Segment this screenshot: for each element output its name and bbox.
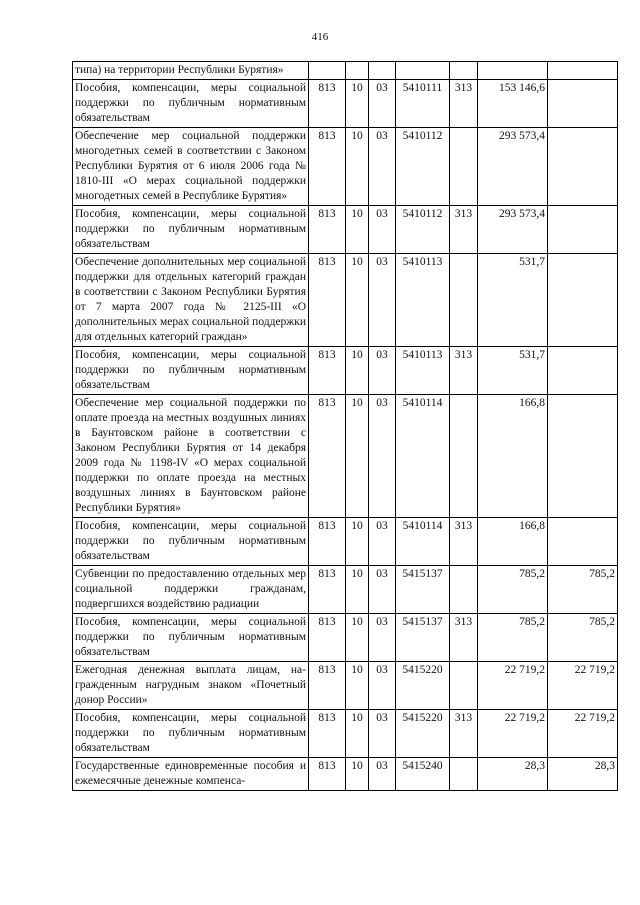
cell-target-code: 5410113 [396,254,450,347]
cell-expense-code [450,662,478,710]
cell-subsection-code: 03 [369,662,396,710]
cell-subsection-code: 03 [369,206,396,254]
cell-description: Ежегодная денежная выплата лицам, награжденным нагрудным знаком «Почетный донор России» [73,662,309,710]
cell-admin-code: 813 [309,395,346,518]
cell-description: Пособия, компенсации, меры социальной поддержки по публичным нормативным обязательствам [73,347,309,395]
cell-expense-code: 313 [450,518,478,566]
cell-amount-subvention: 22 719,2 [548,710,618,758]
cell-expense-code: 313 [450,614,478,662]
cell-amount-total: 28,3 [478,758,548,791]
cell-description: Государственные единовременные пособия и ежемесячные денежные компенса- [73,758,309,791]
cell-admin-code: 813 [309,254,346,347]
cell-amount-subvention [548,62,618,80]
cell-amount-total: 785,2 [478,614,548,662]
cell-amount-total: 153 146,6 [478,80,548,128]
cell-expense-code [450,566,478,614]
cell-amount-total: 293 573,4 [478,128,548,206]
cell-amount-total [478,62,548,80]
cell-amount-subvention [548,347,618,395]
cell-section-code [346,62,369,80]
cell-target-code [396,62,450,80]
cell-amount-total: 785,2 [478,566,548,614]
cell-amount-subvention [548,80,618,128]
cell-target-code: 5415137 [396,614,450,662]
table-row [73,662,618,710]
cell-amount-total: 293 573,4 [478,206,548,254]
table-row [73,80,618,128]
cell-amount-subvention: 785,2 [548,566,618,614]
cell-amount-subvention [548,206,618,254]
cell-amount-total: 531,7 [478,254,548,347]
cell-target-code: 5410112 [396,128,450,206]
table-body [73,62,618,791]
cell-section-code: 10 [346,710,369,758]
table-row [73,62,618,80]
cell-description: Обеспечение дополнительных мер социальной поддержки для отдельных категорий граждан в соответствии с Законом Республики Бурятия от 7 марта 2007 года № 2125-III «О дополнительных мерах социальной поддержки для отдельных категорий граждан» [73,254,309,347]
cell-expense-code [450,395,478,518]
cell-description: Субвенции по предоставлению отдельных мер социальной поддержки гражданам, подвергшихся воздействию радиации [73,566,309,614]
cell-description: Обеспечение мер социальной поддержки по оплате проезда на местных воздушных линиях в Баунтовском районе в соответствии с Законом Республики Бурятия от 14 декабря 2009 года № 1198-IV «О мерах социальной поддержки по оплате проезда на местных воздушных линиях в Баунтовском районе Республики Бурятия» [73,395,309,518]
cell-section-code: 10 [346,566,369,614]
table-row [73,566,618,614]
cell-subsection-code [369,62,396,80]
cell-admin-code [309,62,346,80]
cell-admin-code: 813 [309,518,346,566]
cell-expense-code [450,128,478,206]
cell-amount-subvention [548,518,618,566]
cell-expense-code [450,758,478,791]
cell-section-code: 10 [346,662,369,710]
cell-target-code: 5410112 [396,206,450,254]
cell-target-code: 5410114 [396,518,450,566]
table-row [73,710,618,758]
table-row [73,254,618,347]
cell-subsection-code: 03 [369,518,396,566]
cell-target-code: 5415220 [396,710,450,758]
cell-amount-total: 22 719,2 [478,710,548,758]
cell-target-code: 5415220 [396,662,450,710]
cell-expense-code [450,254,478,347]
table-row [73,128,618,206]
cell-subsection-code: 03 [369,566,396,614]
cell-amount-subvention [548,395,618,518]
cell-description: Обеспечение мер социальной поддержки многодетных семей в соответствии с Законом Республики Бурятия от 6 июля 2006 года № 1810-III «О мерах социальной поддержки многодетных семей в Республике Бурятия» [73,128,309,206]
page-number: 416 [311,31,329,43]
table-row [73,347,618,395]
cell-target-code: 5410113 [396,347,450,395]
cell-section-code: 10 [346,395,369,518]
cell-description: Пособия, компенсации, меры социальной поддержки по публичным нормативным обязательствам [73,80,309,128]
cell-subsection-code: 03 [369,710,396,758]
cell-amount-subvention: 28,3 [548,758,618,791]
cell-description: типа) на территории Республики Бурятия» [73,62,309,80]
table-row [73,758,618,791]
table-row [73,395,618,518]
cell-amount-total: 166,8 [478,518,548,566]
cell-admin-code: 813 [309,662,346,710]
cell-admin-code: 813 [309,80,346,128]
cell-expense-code: 313 [450,710,478,758]
cell-amount-subvention [548,128,618,206]
cell-description: Пособия, компенсации, меры социальной поддержки по публичным нормативным обязательствам [73,206,309,254]
cell-target-code: 5415240 [396,758,450,791]
cell-expense-code [450,62,478,80]
cell-section-code: 10 [346,614,369,662]
cell-amount-total: 22 719,2 [478,662,548,710]
cell-expense-code: 313 [450,206,478,254]
cell-expense-code: 313 [450,80,478,128]
cell-amount-subvention: 785,2 [548,614,618,662]
cell-section-code: 10 [346,518,369,566]
cell-section-code: 10 [346,206,369,254]
cell-amount-subvention [548,254,618,347]
cell-subsection-code: 03 [369,758,396,791]
table-row [73,206,618,254]
cell-amount-total: 166,8 [478,395,548,518]
cell-target-code: 5410114 [396,395,450,518]
cell-admin-code: 813 [309,347,346,395]
cell-description: Пособия, компенсации, меры социальной поддержки по публичным нормативным обязательствам [73,710,309,758]
cell-section-code: 10 [346,80,369,128]
budget-table [72,61,618,791]
cell-expense-code: 313 [450,347,478,395]
cell-section-code: 10 [346,758,369,791]
cell-target-code: 5415137 [396,566,450,614]
cell-subsection-code: 03 [369,254,396,347]
cell-amount-total: 531,7 [478,347,548,395]
cell-amount-subvention: 22 719,2 [548,662,618,710]
cell-subsection-code: 03 [369,347,396,395]
cell-admin-code: 813 [309,206,346,254]
cell-section-code: 10 [346,128,369,206]
cell-subsection-code: 03 [369,80,396,128]
table-row [73,518,618,566]
cell-subsection-code: 03 [369,395,396,518]
cell-admin-code: 813 [309,758,346,791]
cell-section-code: 10 [346,254,369,347]
cell-admin-code: 813 [309,614,346,662]
cell-description: Пособия, компенсации, меры социальной поддержки по публичным нормативным обязательствам [73,518,309,566]
cell-admin-code: 813 [309,566,346,614]
cell-target-code: 5410111 [396,80,450,128]
cell-admin-code: 813 [309,128,346,206]
cell-section-code: 10 [346,347,369,395]
cell-subsection-code: 03 [369,128,396,206]
cell-admin-code: 813 [309,710,346,758]
table-row [73,614,618,662]
cell-description: Пособия, компенсации, меры социальной поддержки по публичным нормативным обязательствам [73,614,309,662]
cell-subsection-code: 03 [369,614,396,662]
